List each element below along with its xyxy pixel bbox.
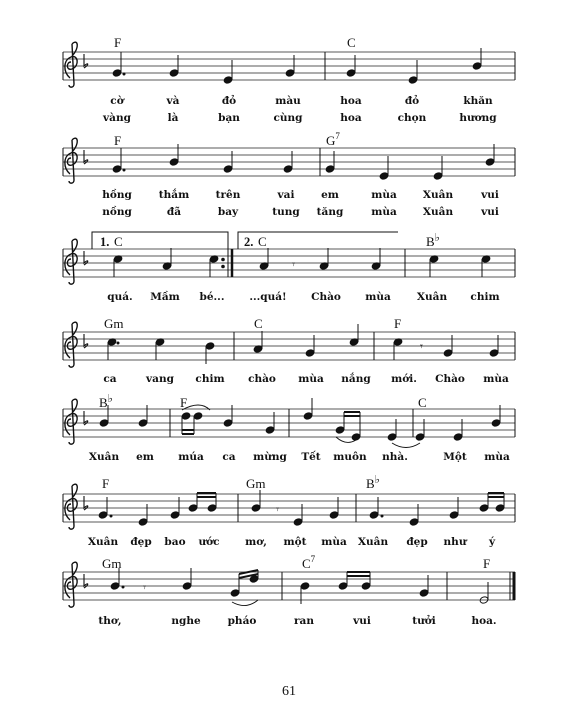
system-3 bbox=[63, 232, 515, 303]
chord-symbol: $G^7$ bbox=[326, 131, 340, 148]
system-7 bbox=[63, 554, 515, 627]
lyric: mừng bbox=[253, 451, 287, 463]
lyric: thắm bbox=[158, 189, 190, 201]
lyric: bay bbox=[217, 206, 239, 218]
lyric: đỏ bbox=[221, 95, 237, 107]
chord-symbol: B♭ bbox=[426, 232, 440, 249]
chord-symbol: F bbox=[394, 316, 402, 331]
chord-symbol: Gm bbox=[102, 556, 122, 571]
lyric: mùa bbox=[484, 451, 510, 463]
system-2 bbox=[63, 131, 515, 218]
staff-lines bbox=[63, 494, 515, 522]
lyric: chọn bbox=[397, 112, 427, 124]
rest-icon: 𝄾 bbox=[276, 503, 279, 516]
chord-symbol: C bbox=[418, 395, 427, 410]
lyric: Xuân bbox=[422, 206, 454, 218]
lyric: nghe bbox=[171, 615, 201, 627]
chord-symbol: Gm bbox=[104, 316, 124, 331]
lyric: và bbox=[166, 95, 180, 107]
lyric: khăn bbox=[463, 95, 493, 107]
lyric: em bbox=[136, 451, 154, 463]
lyric: cùng bbox=[273, 112, 303, 124]
volta-1-label: 1. bbox=[100, 235, 110, 249]
lyric: mùa bbox=[483, 373, 509, 385]
lyric: là bbox=[167, 112, 179, 124]
rest-icon: 𝄾 bbox=[420, 340, 423, 353]
lyric: cờ bbox=[110, 95, 124, 107]
lyric: nhà. bbox=[382, 451, 408, 463]
lyric: ước bbox=[198, 536, 220, 548]
lyric: mùa bbox=[321, 536, 347, 548]
chord-symbol: B♭ bbox=[366, 474, 380, 491]
tie bbox=[392, 443, 420, 448]
lyric: ca bbox=[103, 373, 117, 385]
staff-lines bbox=[63, 249, 515, 277]
chord-symbol: Gm bbox=[246, 476, 266, 491]
lyric: vui bbox=[481, 206, 499, 218]
rest-icon: 𝄾 bbox=[143, 581, 146, 594]
lyric: mùa bbox=[298, 373, 324, 385]
lyric: vui bbox=[481, 189, 499, 201]
lyric: mùa bbox=[365, 291, 391, 303]
system-1 bbox=[63, 35, 515, 124]
lyric: em bbox=[321, 189, 339, 201]
lyric: vang bbox=[146, 373, 174, 385]
lyric: chim bbox=[195, 373, 225, 385]
lyric: hồng bbox=[102, 189, 132, 201]
lyric: chim bbox=[470, 291, 500, 303]
lyric: vai bbox=[277, 189, 295, 201]
lyric: đỏ bbox=[404, 95, 420, 107]
lyric: bé... bbox=[199, 291, 225, 303]
lyric: như bbox=[443, 536, 467, 548]
lyric: thơ, bbox=[98, 615, 122, 627]
chord-symbol: F bbox=[114, 133, 122, 148]
lyric: vui bbox=[353, 615, 371, 627]
chord-symbol: $C^7$ bbox=[302, 554, 316, 571]
chord-symbol: C bbox=[254, 316, 263, 331]
notes bbox=[113, 248, 491, 277]
chord-symbol: C bbox=[347, 35, 356, 50]
lyric: Chào bbox=[435, 373, 465, 385]
lyric: đẹp bbox=[406, 536, 428, 548]
notes bbox=[107, 324, 499, 364]
lyric: múa bbox=[178, 451, 204, 463]
chord-symbol: F bbox=[180, 395, 188, 410]
chord-symbol: F bbox=[102, 476, 110, 491]
lyric: ý bbox=[488, 536, 496, 548]
lyric: nồng bbox=[102, 206, 132, 218]
lyric: quá. bbox=[107, 291, 133, 303]
lyric: nắng bbox=[341, 373, 371, 385]
lyric: ...quá! bbox=[249, 291, 287, 303]
lyric: Mầm bbox=[150, 291, 180, 303]
lyric: Tết bbox=[301, 451, 321, 463]
lyric: muôn bbox=[333, 451, 367, 463]
lyric: vàng bbox=[103, 112, 131, 124]
lyric: Một bbox=[443, 451, 467, 463]
chord-symbol: B♭ bbox=[99, 393, 113, 410]
lyric: tăng bbox=[316, 206, 344, 218]
system-5 bbox=[63, 393, 515, 463]
lyric: đẹp bbox=[130, 536, 152, 548]
lyric: tung bbox=[272, 206, 300, 218]
notes bbox=[99, 398, 501, 441]
lyric: hoa bbox=[340, 95, 362, 107]
lyric: ca bbox=[222, 451, 236, 463]
volta-2-label: 2. bbox=[244, 235, 254, 249]
lyric: tưởi bbox=[412, 615, 436, 627]
lyric: Xuân bbox=[422, 189, 454, 201]
lyric: hoa bbox=[340, 112, 362, 124]
lyric: đã bbox=[166, 206, 182, 218]
rest-icon: 𝄾 bbox=[292, 258, 295, 271]
system-6 bbox=[63, 474, 515, 548]
chord-symbol: C bbox=[114, 234, 123, 249]
lyric: mùa bbox=[371, 206, 397, 218]
chord-symbol: F bbox=[114, 35, 122, 50]
lyric: Xuân bbox=[357, 536, 389, 548]
lyric: một bbox=[283, 536, 307, 548]
system-4 bbox=[63, 316, 515, 385]
lyric: mơ, bbox=[245, 536, 267, 548]
lyric: Chào bbox=[311, 291, 341, 303]
lyric: trên bbox=[215, 189, 241, 201]
lyric: ran bbox=[294, 615, 314, 627]
chord-symbol: C bbox=[258, 234, 267, 249]
lyric: bao bbox=[164, 536, 186, 548]
lyric: Xuân bbox=[416, 291, 448, 303]
lyric: chào bbox=[248, 373, 276, 385]
lyric: pháo bbox=[227, 615, 257, 627]
page-number: 61 bbox=[282, 684, 296, 699]
chord-symbol: F bbox=[483, 556, 491, 571]
lyric: Xuân bbox=[88, 451, 120, 463]
lyric: mùa bbox=[371, 189, 397, 201]
lyric: hương bbox=[459, 112, 497, 124]
lyric: màu bbox=[275, 95, 301, 107]
lyric: hoa. bbox=[471, 615, 497, 627]
lyric: Xuân bbox=[87, 536, 119, 548]
slur bbox=[232, 600, 258, 606]
lyric: bạn bbox=[218, 112, 240, 124]
lyric: mới. bbox=[391, 373, 417, 385]
